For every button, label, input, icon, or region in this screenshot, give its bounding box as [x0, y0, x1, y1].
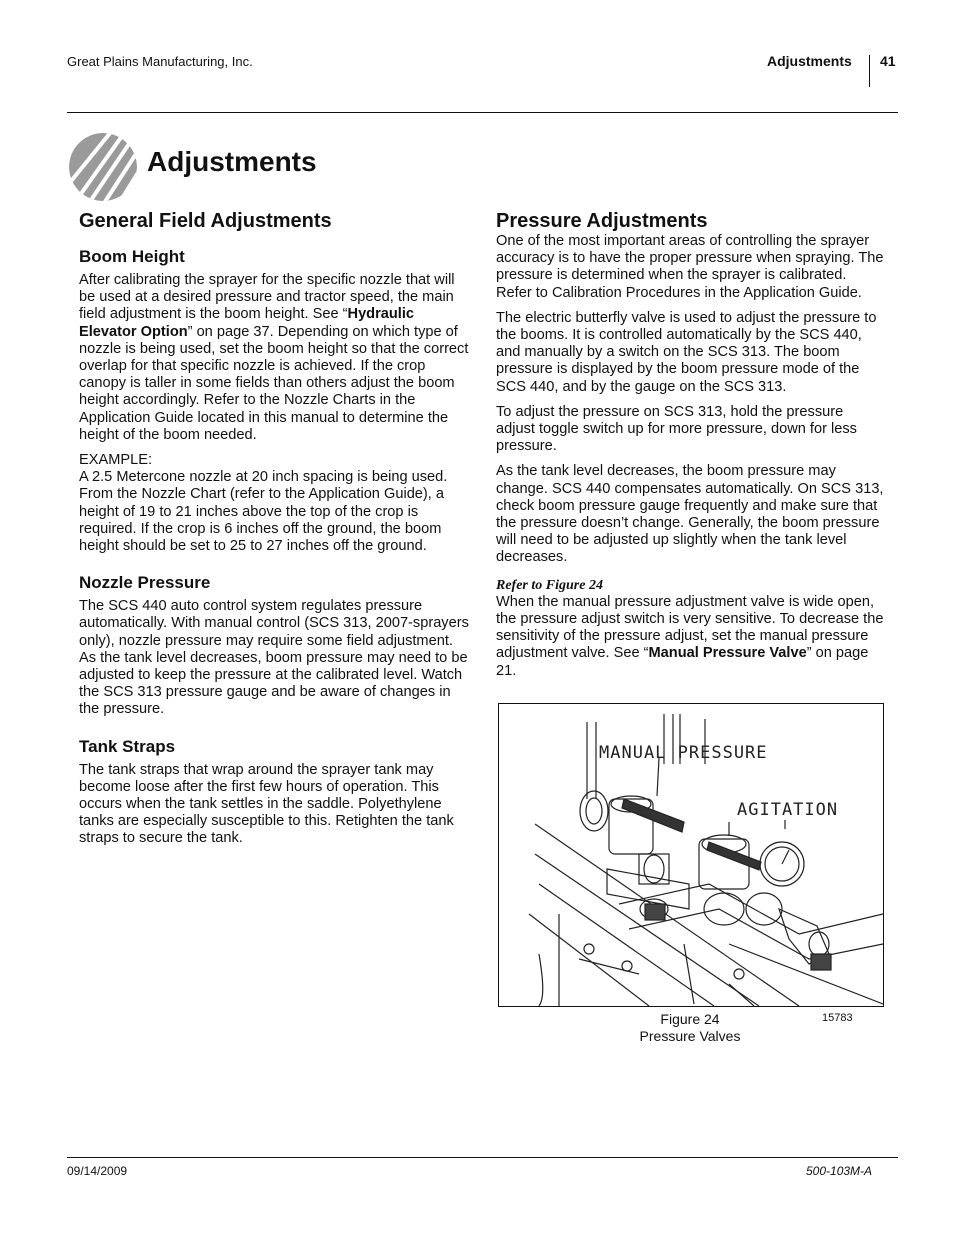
pressure-text-a: When the manual pressure adjustment valve is wide open, the pressure adjust switch is very sensitive. To decrease the sensitivity of the pressure adjust, set the manual pressure adjustment valve. See “	[496, 593, 884, 662]
example-text: A 2.5 Metercone nozzle at 20 inch spacing is being used. From the Nozzle Chart (refer to the Application Guide), a height of 19 to 21 inches above the top of the crop is required. If the crop is 6 inches off the ground, the boom height should be set to 25 to 27 inches off the ground.	[79, 469, 448, 555]
footer-doc-number: 500-103M-A	[806, 1164, 873, 1178]
pressure-text-b: ” on page 21.	[496, 645, 869, 679]
figure-number: Figure 24	[660, 1011, 720, 1027]
valves-illustration	[499, 704, 883, 1006]
left-column	[79, 209, 469, 856]
footer-rule	[67, 1157, 898, 1158]
tank-straps-paragraph: The tank straps that wrap around the sprayer tank may become loose after the first few hours of operation. This occurs when the tank settles in the saddle. Polyethylene tanks are especially susceptible to this. Retighten the tank straps to secure the tank.	[79, 761, 454, 847]
header-divider	[869, 55, 870, 87]
header-section-title: Adjustments	[767, 53, 852, 69]
pressure-paragraph-1: One of the most important areas of controlling the sprayer accuracy is to have the proper pressure when spraying. The pressure is determined when the sprayer is calibrated. Refer to Calibration Procedures in the Application Guide.	[496, 233, 884, 301]
pressure-paragraph-4: As the tank level decreases, the boom pressure may change. SCS 440 compensates automatically. On SCS 313, check boom pressure gauge frequently and make sure that the pressure doesn’t change. Generally, the boom pressure will need to be adjusted up slightly when the tank level decreases.	[496, 463, 884, 566]
page-number: 41	[880, 53, 896, 69]
refer-to-figure-label: Refer to Figure 24	[496, 577, 603, 593]
right-column	[496, 209, 884, 688]
pressure-adjustments-heading: Pressure Adjustments	[496, 210, 708, 232]
manual-pressure-valve-ref: Manual Pressure Valve	[648, 645, 807, 662]
figure-part-number: 15783	[822, 1012, 853, 1024]
boom-height-text-a: After calibrating the sprayer for the specific nozzle that will be used at a desired pressure and tractor speed, the main field adjustment is the boom height. See “	[79, 272, 455, 323]
pressure-paragraph-5	[496, 594, 884, 680]
manual-pressure-label: MANUAL PRESSURE	[599, 743, 768, 763]
figure-caption	[600, 1011, 780, 1045]
general-field-adjustments-heading: General Field Adjustments	[79, 210, 332, 232]
pressure-paragraph-3: To adjust the pressure on SCS 313, hold the pressure adjust toggle switch up for more pressure, down for less pressure.	[496, 403, 857, 455]
boom-height-text-b: ” on page 37. Depending on which type of nozzle is being used, set the boom height so that the correct overlap for that specific nozzle is achieved. If the crop canopy is taller in some fields than others adjust the boom height accordingly. Refer to the Nozzle Charts in the Application Guide located in this manual to determine the height of the boom needed.	[79, 323, 469, 443]
stripes-logo-icon	[69, 133, 137, 201]
tank-straps-heading: Tank Straps	[79, 736, 176, 756]
example-label: EXAMPLE:	[79, 452, 152, 469]
pressure-valves-figure	[498, 703, 884, 1007]
footer-date: 09/14/2009	[67, 1164, 128, 1178]
example-paragraph	[79, 452, 469, 555]
page-title: Adjustments	[147, 146, 317, 177]
figure-title: Pressure Valves	[639, 1028, 741, 1044]
boom-height-paragraph	[79, 272, 469, 444]
boom-height-heading: Boom Height	[79, 247, 185, 266]
nozzle-pressure-paragraph: The SCS 440 auto control system regulates pressure automatically. With manual control (SCS 313, 2007-sprayers only), nozzle pressure may require some field adjustment. As the tank level decreases, boom pressure may need to be adjusted to keep the pressure at the calibrated level. Watch the SCS 313 pressure gauge and be aware of changes in the pressure.	[79, 598, 469, 718]
nozzle-pressure-heading: Nozzle Pressure	[79, 573, 211, 593]
hydraulic-elevator-option-ref: Hydraulic Elevator Option	[79, 306, 415, 340]
pressure-paragraph-2: The electric butterfly valve is used to adjust the pressure to the booms. It is controlled automatically by the SCS 440, and manually by a switch on the SCS 313. The boom pressure is displayed by the boom pressure mode of the SCS 440, and by the gauge on the SCS 313.	[496, 309, 877, 395]
header-rule	[67, 112, 898, 113]
agitation-label: AGITATION	[737, 800, 839, 820]
header-company: Great Plains Manufacturing, Inc.	[67, 54, 253, 69]
